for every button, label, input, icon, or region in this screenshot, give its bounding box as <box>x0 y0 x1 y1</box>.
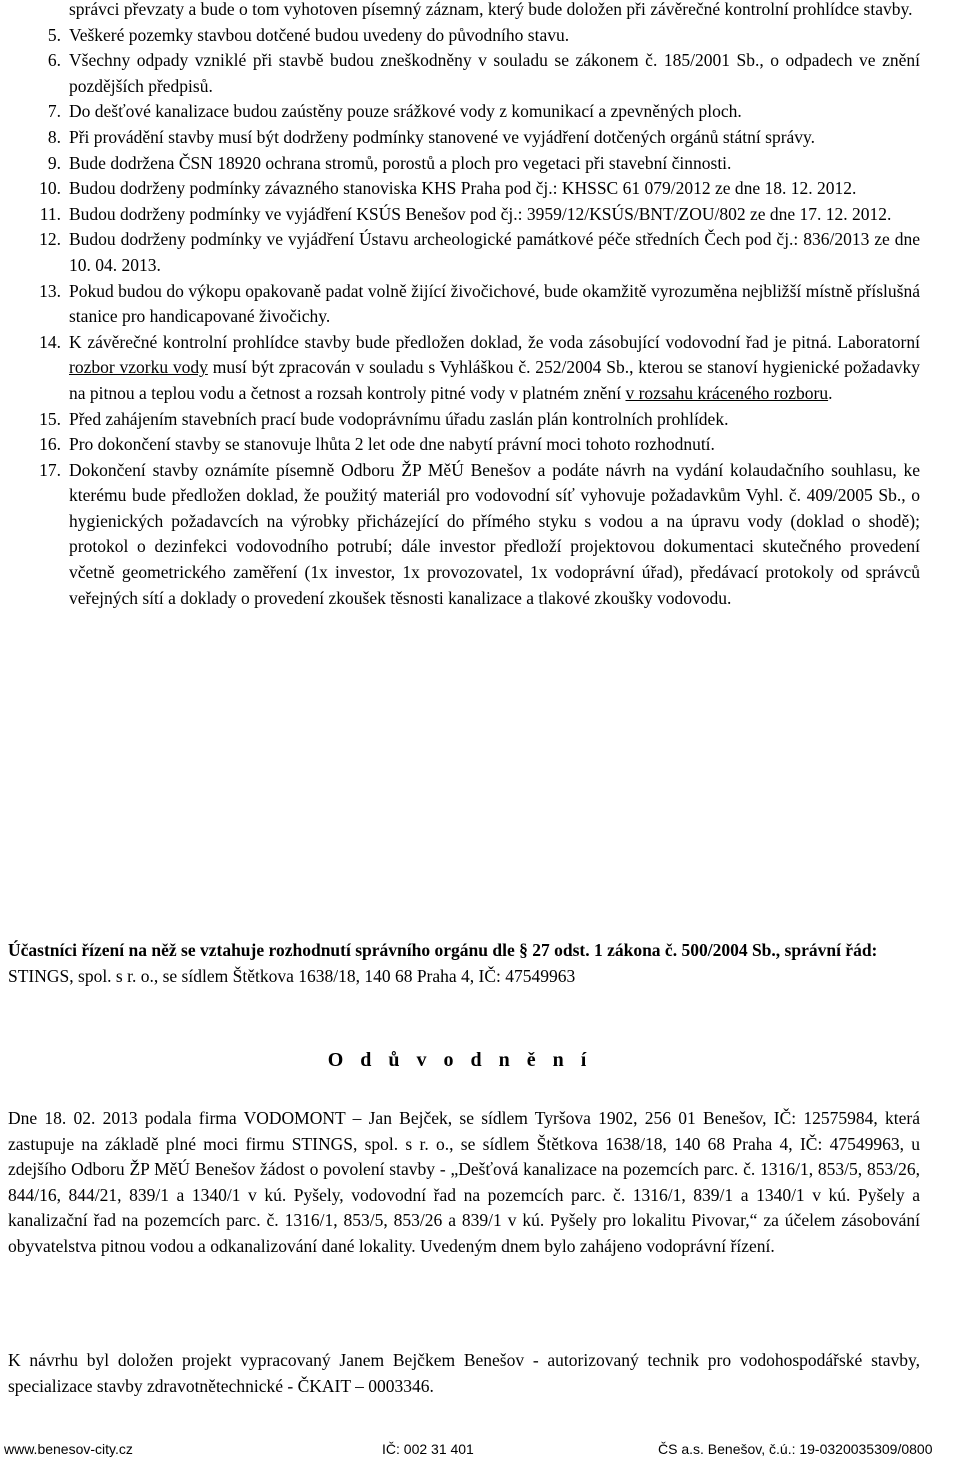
text-segment: Budou dodrženy podmínky ve vyjádření KSÚS Benešov pod čj.: 3959/12/KSÚS/BNT/ZOU/802 ze dne 17. 12. 2012. <box>69 203 892 224</box>
text-segment: správci převzaty a bude o tom vyhotoven písemný záznam, který bude doložen při závěrečné kontrolní prohlídce stavby. <box>69 0 913 19</box>
conditions-list <box>8 0 920 611</box>
condition-item <box>8 279 920 330</box>
condition-item <box>8 176 920 202</box>
condition-text <box>69 227 920 278</box>
parties-heading: Účastníci řízení na něž se vztahuje rozhodnutí správního orgánu dle § 27 odst. 1 zákona č. 500/2004 Sb., správní řád: <box>8 940 878 960</box>
reasoning-paragraph: K návrhu byl doložen projekt vypracovaný Janem Bejčkem Benešov - autorizovaný technik pro vodohospodářské stavby, specializace stavby zdravotnětechnické - ČKAIT – 0003346. <box>8 1350 920 1396</box>
text-segment: musí být zpracován v souladu s Vyhláškou č. 252/2004 Sb., kterou se stanoví hygienické požadavky na pitnou a teplou vodu a četnost a rozsah kontroly pitné vody v platném znění <box>69 357 920 403</box>
condition-number <box>8 0 69 23</box>
condition-number: 10. <box>39 178 61 199</box>
text-segment: Budou dodrženy podmínky ve vyjádření Ústavu archeologické památkové péče středních Čech pod čj.: 836/2013 ze dne 10. 04. 2013. <box>69 229 920 275</box>
text-segment: Veškeré pozemky stavbou dotčené budou uvedeny do původního stavu. <box>69 24 570 45</box>
condition-item <box>8 330 920 407</box>
condition-item <box>8 458 920 612</box>
text-segment: Při provádění stavby musí být dodrženy podmínky stanovené ve vyjádření dotčených orgánů státní správy. <box>69 126 816 147</box>
condition-number: 15. <box>39 408 61 429</box>
condition-number: 13. <box>39 280 61 301</box>
condition-text <box>69 0 920 23</box>
underlined-text: rozbor vzorku vody <box>69 357 208 378</box>
condition-number: 8. <box>47 126 61 147</box>
condition-text <box>69 432 920 458</box>
condition-text <box>69 48 920 99</box>
condition-item <box>8 23 920 49</box>
condition-number: 12. <box>39 229 61 250</box>
condition-text <box>69 23 920 49</box>
parties-section <box>8 937 920 989</box>
text-segment: Všechny odpady vzniklé při stavbě budou zneškodněny v souladu se zákonem č. 185/2001 Sb., o odpadech ve znění pozdějších předpisů. <box>69 50 920 96</box>
condition-item <box>8 0 920 23</box>
condition-item <box>8 227 920 278</box>
text-segment: Do dešťové kanalizace budou zaústěny pouze srážkové vody z komunikací a zpevněných ploch. <box>69 101 742 122</box>
text-segment: Dokončení stavby oznámíte písemně Odboru ŽP MěÚ Benešov a podáte návrh na vydání kolaudačního souhlasu, ke kterému bude předložen doklad, že použitý materiál pro vodovodní síť vyhovuje požadavkům Vyhl. č. 409/2005 Sb., o hygienických požadavcích na výrobky přicházející do přímého styku s vodou a na úpravu vody (doklad o shodě); protokol o dezinfekci vodovodního potrubí; dále investor předloží projektovou dokumentaci skutečného provedení včetně geometrického zaměření (1x investor, 1x provozovatel, 1x vodoprávní úřad), předávací protokoly od správců veřejných sítí a doklady o provedení zkoušek těsnosti kanalizace a tlakové zkoušky vodovodu. <box>69 459 920 608</box>
text-segment: Pokud budou do výkopu opakovaně padat volně žijící živočichové, bude okamžitě vyrozuměna nejbližší místně příslušná stanice pro handicapované živočichy. <box>69 280 920 327</box>
condition-number: 9. <box>47 152 61 173</box>
condition-text <box>69 176 920 202</box>
condition-item <box>8 99 920 125</box>
text-segment: Před zahájením stavebních prací bude vodoprávnímu úřadu zaslán plán kontrolních prohlídek. <box>69 408 729 429</box>
section-title: O d ů v o d n ě n í <box>327 1049 593 1071</box>
reasoning-paragraph: Dne 18. 02. 2013 podala firma VODOMONT – Jan Bejček, se sídlem Tyršova 1902, 256 01 Benešov, IČ: 12575984, která zastupuje na základě plné moci firmu STINGS, spol. s r. o., se sídlem Štětkova 1638/18, 140 68 Praha 4, IČ: 47549963, u zdejšího Odboru ŽP MěÚ Benešov žádost o povolení stavby - „Dešťová kanalizace na pozemcích parc. č. 1316/1, 853/5, 853/26, 844/16, 844/21, 839/1 a 1340/1 v kú. Pyšely, vodovodní řad na pozemcích parc. č. 1316/1, 839/1 a 1340/1 v kú. Pyšely a kanalizační řad na pozemcích parc. č. 1316/1, 853/5, 853/26 a 839/1 v kú. Pyšely pro lokalitu Pivovar,“ za účelem zásobování obyvatelstva pitnou vodou a odkanalizování dané lokality. Uvedeným dnem bylo zahájeno vodoprávní řízení. <box>8 1108 920 1256</box>
condition-item <box>8 432 920 458</box>
condition-number: 16. <box>39 434 61 455</box>
condition-item <box>8 48 920 99</box>
condition-text <box>69 279 920 330</box>
condition-item <box>8 125 920 151</box>
condition-number: 14. <box>39 331 61 352</box>
footer-bank: ČS a.s. Benešov, č.ú.: 19-0320035309/0800 <box>658 1441 933 1457</box>
condition-item <box>8 202 920 228</box>
footer-ico: IČ: 002 31 401 <box>382 1441 474 1457</box>
condition-number: 6. <box>47 50 61 71</box>
condition-number: 17. <box>39 459 61 480</box>
text-segment: K závěrečné kontrolní prohlídce stavby bude předložen doklad, že voda zásobující vodovodní řad je pitná. Laboratorní <box>69 331 920 352</box>
condition-number: 7. <box>47 101 61 122</box>
condition-text <box>69 99 920 125</box>
parties-entry: STINGS, spol. s r. o., se sídlem Štětkova 1638/18, 140 68 Praha 4, IČ: 47549963 <box>8 966 576 986</box>
condition-text <box>69 458 920 612</box>
condition-number: 11. <box>39 203 61 224</box>
condition-text <box>69 407 920 433</box>
condition-text <box>69 151 920 177</box>
text-segment: . <box>828 382 833 403</box>
footer-website: www.benesov-city.cz <box>4 1441 133 1457</box>
condition-item <box>8 407 920 433</box>
text-segment: Bude dodržena ČSN 18920 ochrana stromů, porostů a ploch pro vegetaci při stavební činnosti. <box>69 152 732 173</box>
condition-text <box>69 125 920 151</box>
condition-number: 5. <box>47 24 61 45</box>
condition-text <box>69 202 920 228</box>
text-segment: Budou dodrženy podmínky závazného stanoviska KHS Praha pod čj.: KHSSC 61 079/2012 ze dne 18. 12. 2012. <box>69 178 857 199</box>
underlined-text: v rozsahu kráceného rozboru <box>625 382 829 403</box>
text-segment: Pro dokončení stavby se stanovuje lhůta 2 let ode dne nabytí právní moci tohoto rozhodnutí. <box>69 434 715 455</box>
condition-text <box>69 330 920 407</box>
condition-item <box>8 151 920 177</box>
